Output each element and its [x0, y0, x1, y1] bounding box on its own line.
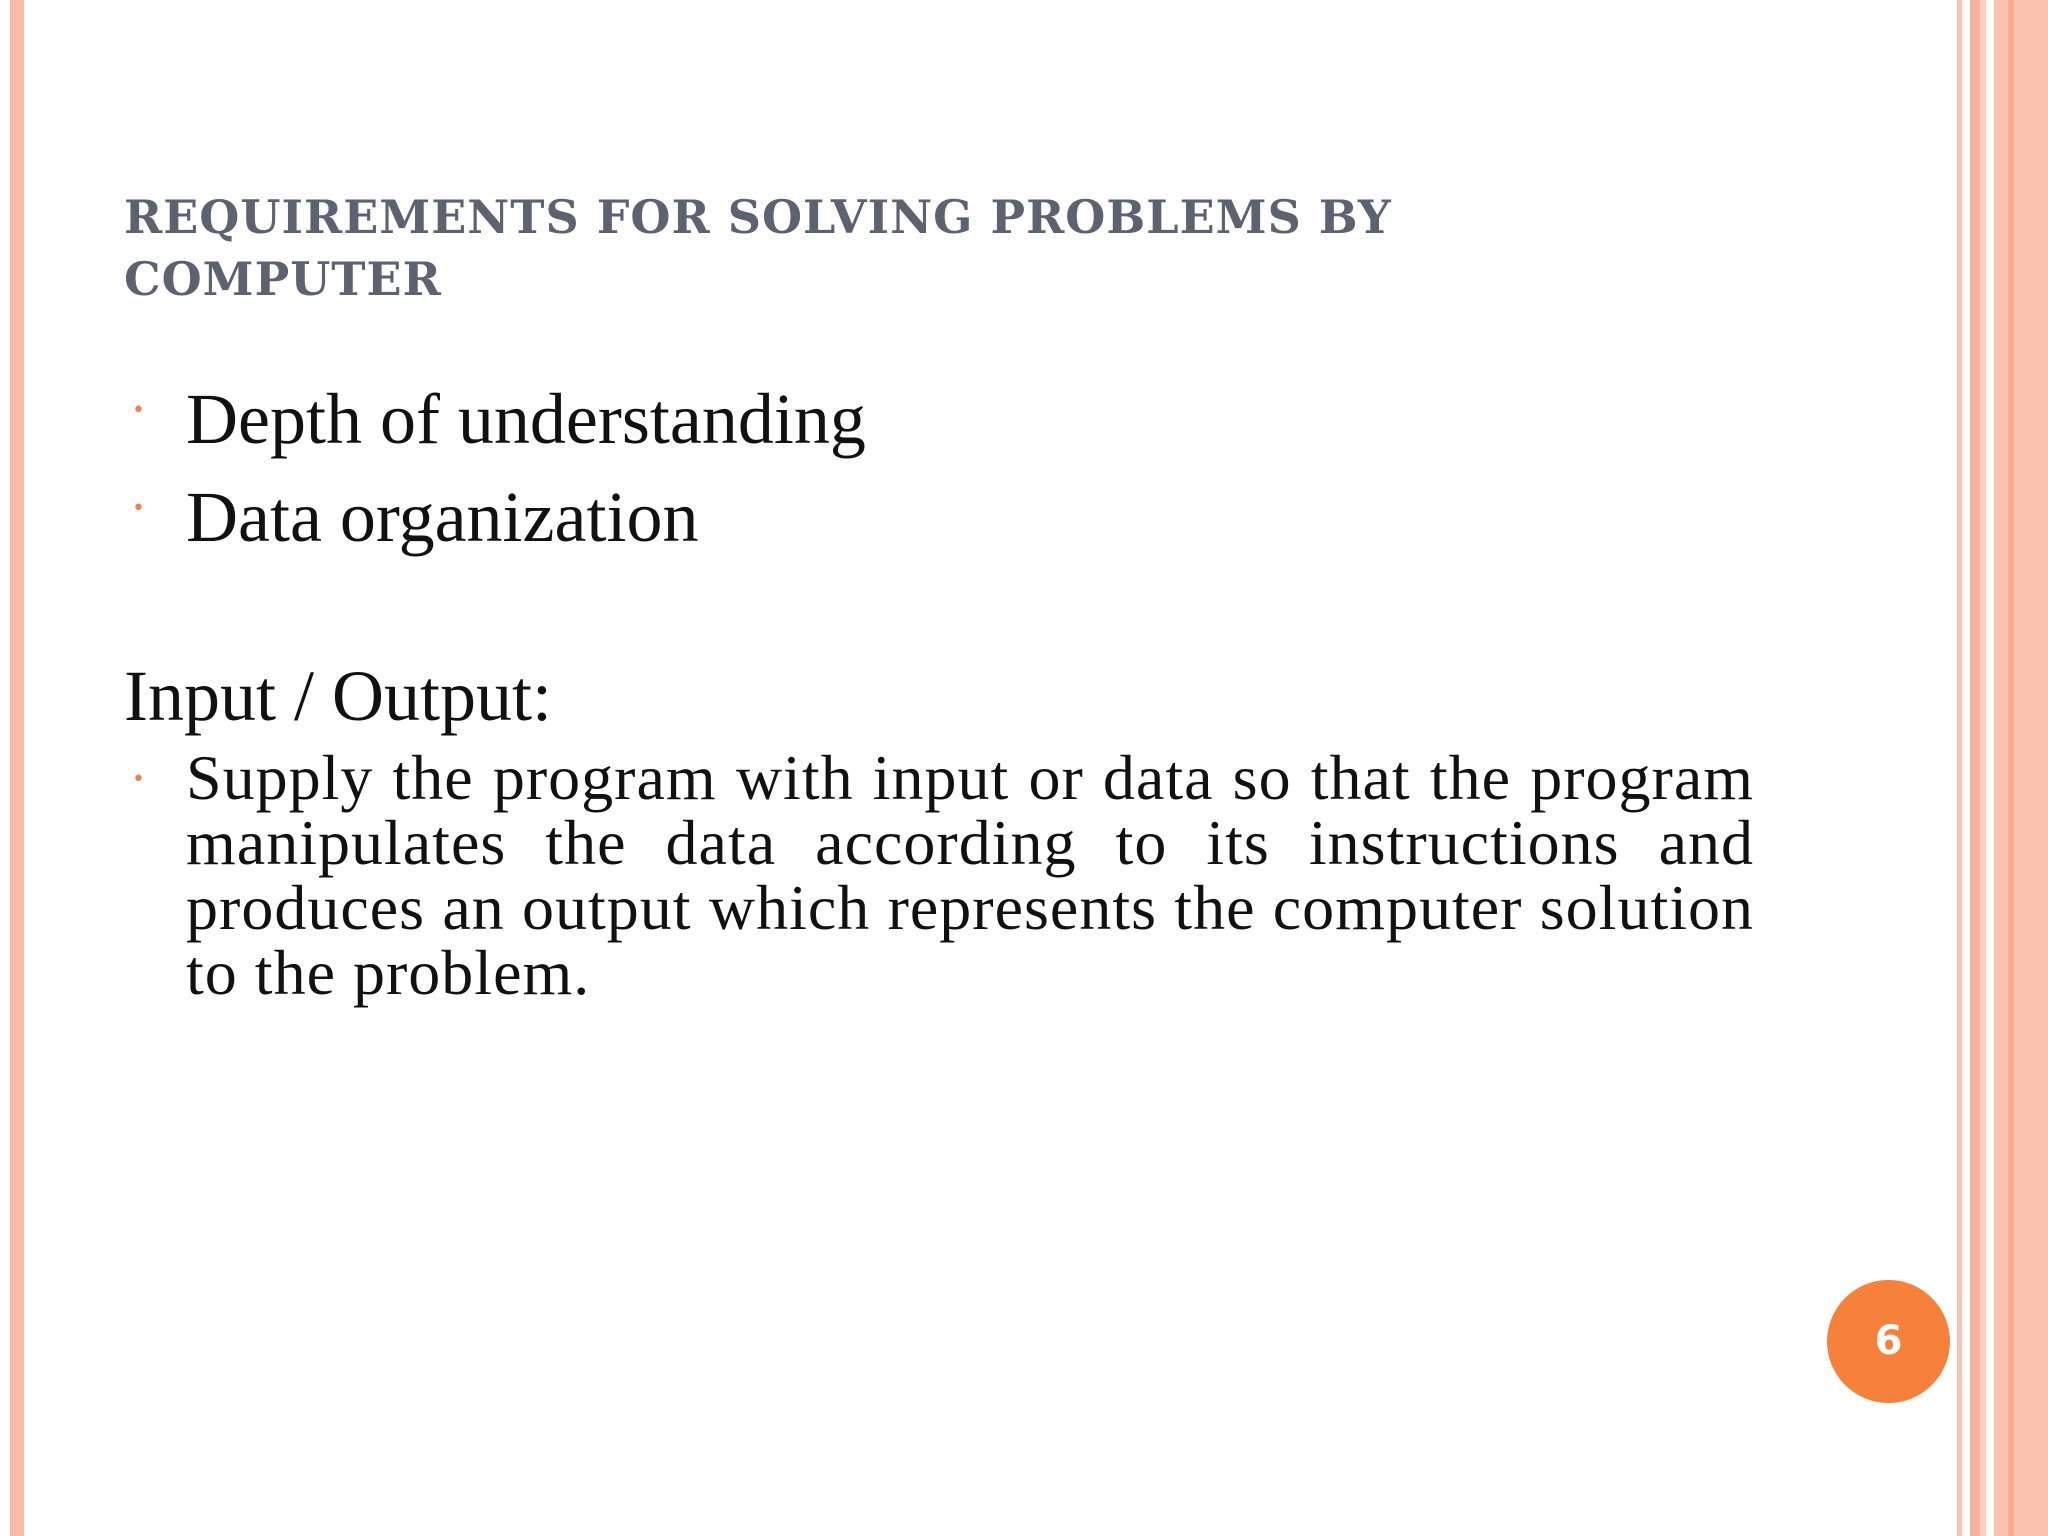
section-heading: Input / Output:	[124, 656, 552, 736]
right-border-gap	[1986, 0, 1994, 1536]
bullet-list	[124, 370, 1764, 566]
bullet-icon: •	[132, 496, 145, 521]
bullet-icon: •	[132, 398, 145, 423]
right-border-stripe	[1957, 0, 1962, 1536]
left-border-stripe	[10, 0, 24, 1536]
right-border-band	[1994, 0, 2048, 1536]
bullet-item	[124, 370, 1764, 468]
page-number-badge: 6	[1827, 1280, 1950, 1403]
bullet-text: Data organization	[186, 477, 699, 557]
slide-title: REQUIREMENTS FOR SOLVING PROBLEMS BY COMPUTER	[124, 190, 1392, 306]
section-bullet-text: Supply the program with input or data so that the program manipulates the data according to its instructions and produces an output which represents the computer solution to the problem.	[186, 742, 1754, 1008]
section-bullet	[124, 742, 1754, 1008]
bullet-text: Depth of understanding	[186, 379, 866, 459]
right-border-stripe	[1970, 0, 1980, 1536]
bullet-icon: •	[132, 767, 146, 792]
right-border-stripe	[2008, 0, 2014, 1536]
bullet-item	[124, 468, 1764, 566]
